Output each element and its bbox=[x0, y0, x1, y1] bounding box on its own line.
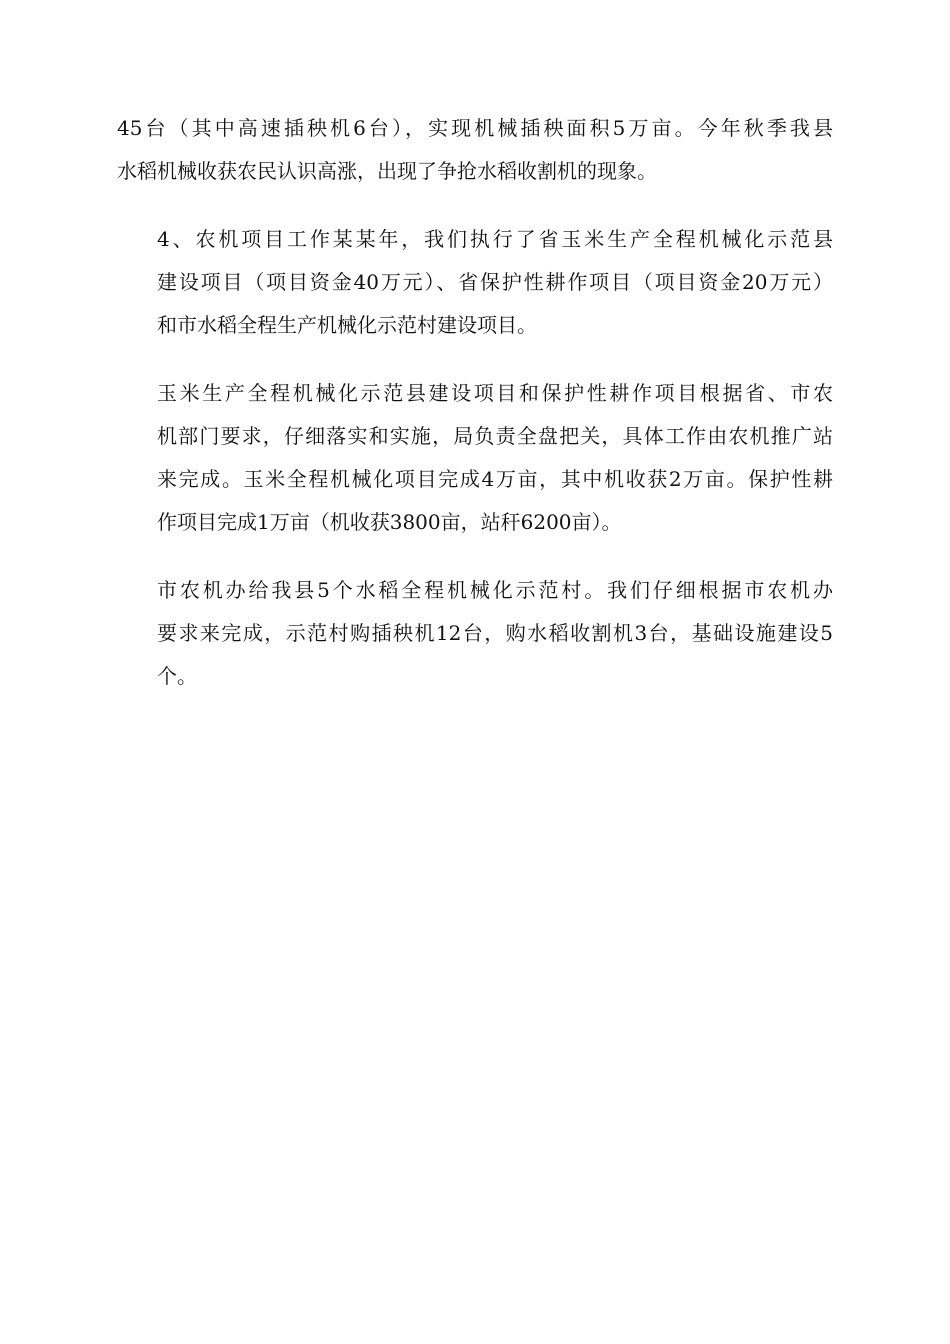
text-line: 作项目完成1万亩（机收获3800亩，站秆6200亩）。 bbox=[157, 510, 622, 534]
text-line: 市农机办给我县5个水稻全程机械化示范村。我们仔细根据市农机办 bbox=[157, 578, 833, 602]
paragraph-projects bbox=[117, 218, 833, 347]
document-body bbox=[117, 107, 833, 723]
text-line: 玉米生产全程机械化示范县建设项目和保护性耕作项目根据省、市农 bbox=[157, 381, 833, 405]
text-line: 4、农机项目工作某某年，我们执行了省玉米生产全程机械化示范县 bbox=[157, 227, 833, 251]
text-line: 来完成。玉米全程机械化项目完成4万亩，其中机收获2万亩。保护性耕 bbox=[157, 467, 833, 491]
text-line: 水稻机械收获农民认识高涨，出现了争抢水稻收割机的现象。 bbox=[117, 159, 657, 183]
paragraph-rice-villages bbox=[117, 569, 833, 698]
text-line: 机部门要求，仔细落实和实施，局负责全盘把关，具体工作由农机推广站 bbox=[157, 424, 833, 448]
text-line: 要求来完成，示范村购插秧机12台，购水稻收割机3台，基础设施建设5 bbox=[157, 621, 833, 645]
paragraph-corn-project bbox=[117, 372, 833, 544]
text-line: 和市水稻全程生产机械化示范村建设项目。 bbox=[157, 313, 537, 337]
text-line: 个。 bbox=[157, 664, 197, 688]
text-line: 建设项目（项目资金40万元）、省保护性耕作项目（项目资金20万元） bbox=[157, 270, 833, 294]
text-line: 45台（其中高速插秧机6台），实现机械插秧面积5万亩。今年秋季我县 bbox=[117, 116, 833, 140]
paragraph-transplanting-summary bbox=[117, 107, 833, 193]
